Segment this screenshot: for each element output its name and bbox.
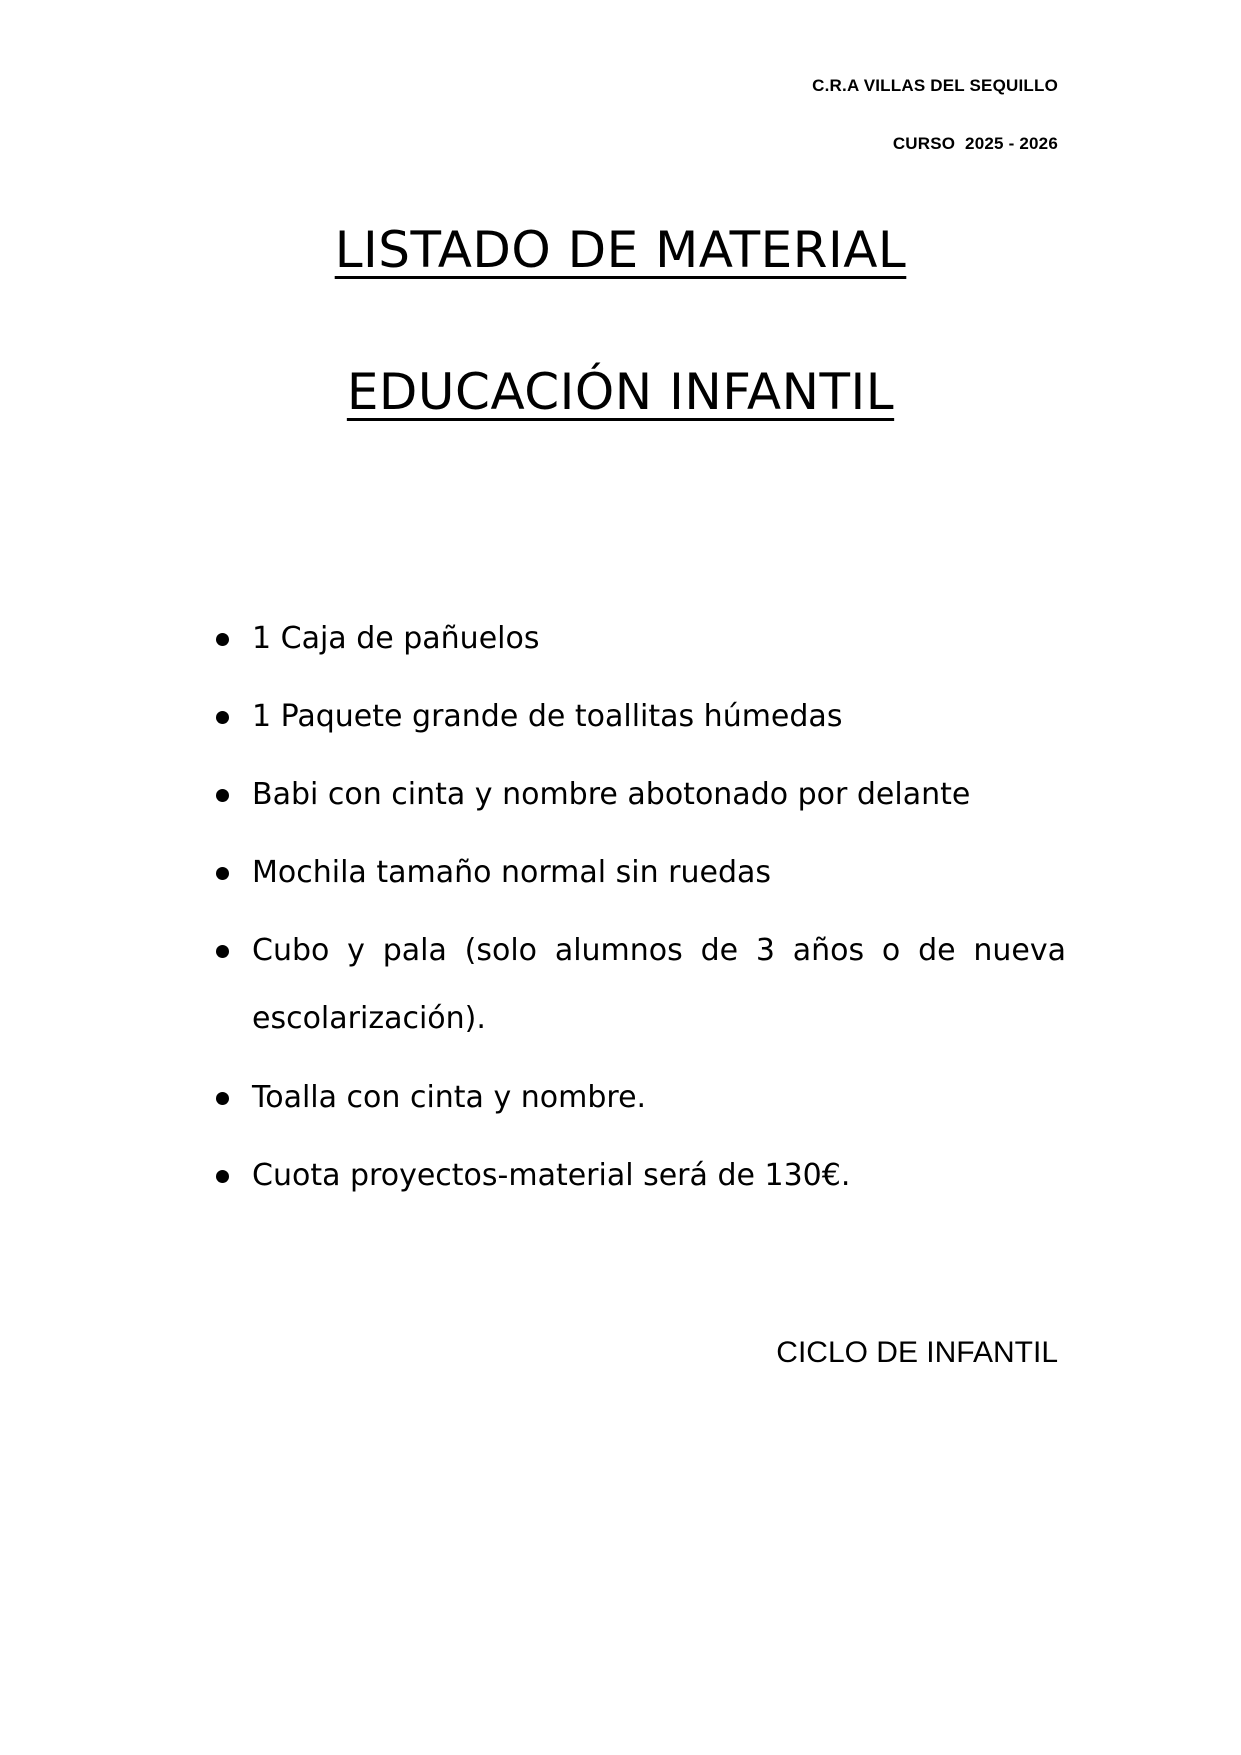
title-text-1: LISTADO DE MATERIAL xyxy=(334,221,907,279)
bullet-icon xyxy=(216,633,229,646)
footer-signature: CICLO DE INFANTIL xyxy=(776,1336,1058,1369)
bullet-icon xyxy=(216,1092,229,1105)
school-name: C.R.A VILLAS DEL SEQUILLO xyxy=(812,76,1058,95)
course-year: CURSO 2025 - 2026 xyxy=(892,134,1058,153)
list-item-text: Cuota proyectos-material será de 130€. xyxy=(252,1158,851,1193)
list-item-text: Cubo y pala (solo alumnos de 3 años o de nueva escolarización). xyxy=(252,933,1066,1036)
list-item-text: 1 Paquete grande de toallitas húmedas xyxy=(252,699,843,734)
bullet-icon xyxy=(216,945,229,958)
title-text-2: EDUCACIÓN INFANTIL xyxy=(346,363,895,421)
title-heading-2 xyxy=(0,363,1241,421)
bullet-icon xyxy=(216,1170,229,1183)
bullet-icon xyxy=(216,867,229,880)
list-item-text: Mochila tamaño normal sin ruedas xyxy=(252,855,772,890)
bullet-icon xyxy=(216,711,229,724)
list-item-text: Toalla con cinta y nombre. xyxy=(252,1080,647,1115)
title-heading-1 xyxy=(0,221,1241,279)
list-item-text: Babi con cinta y nombre abotonado por delante xyxy=(252,777,971,812)
bullet-icon xyxy=(216,789,229,802)
list-item-text: 1 Caja de pañuelos xyxy=(252,621,540,656)
